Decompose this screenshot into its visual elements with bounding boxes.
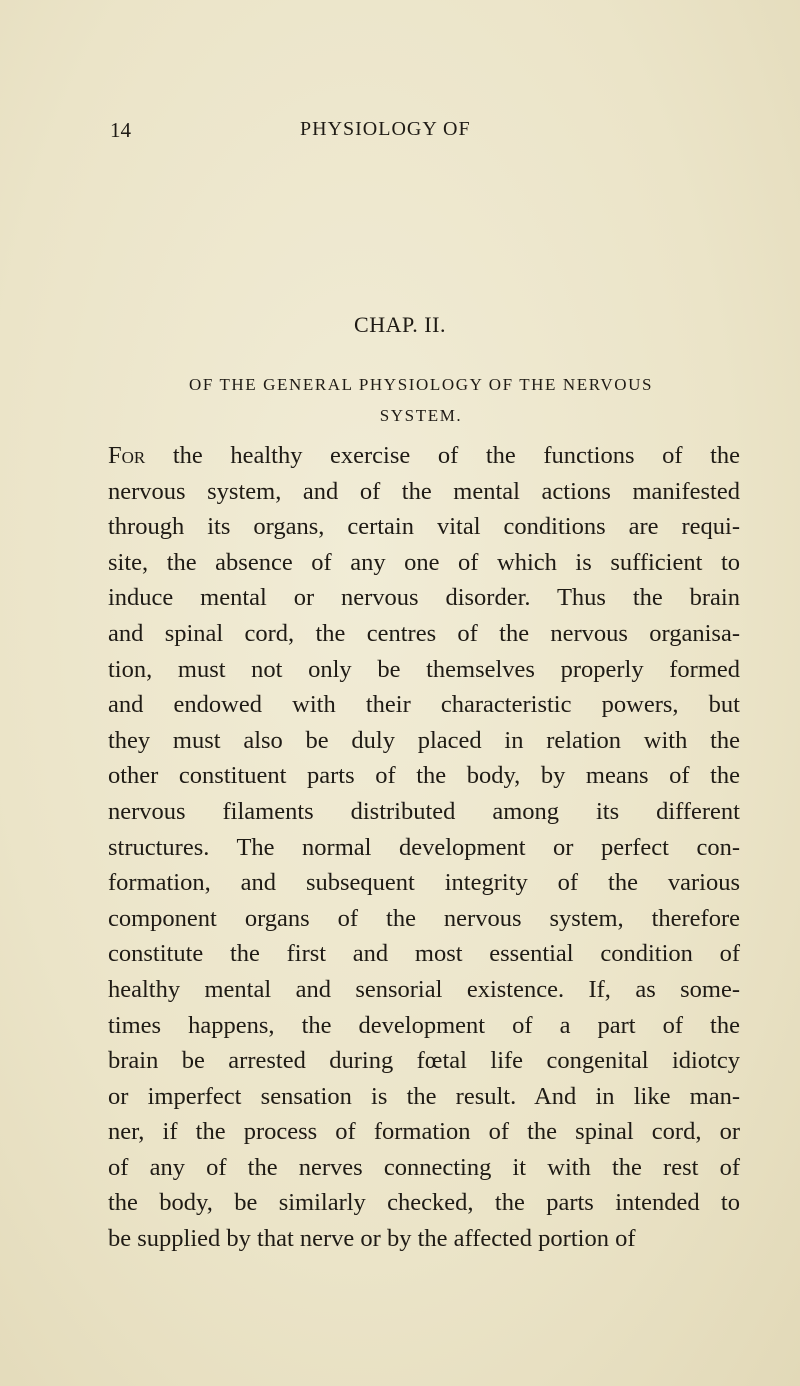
body-line: site, the absence of any one of which is sufficient to	[108, 548, 740, 576]
body-line: structures. The normal development or perfect con-	[108, 833, 740, 861]
body-line: brain be arrested during fœtal life congenital idiotcy	[108, 1047, 740, 1075]
body-line: constitute the first and most essential condition of	[108, 940, 740, 968]
running-head	[0, 118, 800, 148]
body-line: the body, be similarly checked, the parts intended to	[108, 1189, 740, 1217]
body-line: ner, if the process of formation of the spinal cord, or	[108, 1118, 740, 1146]
body-line-text: the healthy exercise of the functions of the	[145, 442, 740, 469]
body-line: tion, must not only be themselves properly formed	[108, 655, 740, 683]
body-line: they must also be duly placed in relation with the	[108, 726, 740, 754]
body-line: component organs of the nervous system, therefore	[108, 904, 740, 932]
body-line: times happens, the development of a part of the	[108, 1011, 740, 1039]
body-paragraph	[108, 438, 740, 1257]
chapter-heading: CHAP. II.	[354, 312, 446, 337]
page-number: 14	[110, 118, 131, 142]
body-line: healthy mental and sensorial existence. If, as some-	[108, 975, 740, 1003]
body-line: or imperfect sensation is the result. And in like man-	[108, 1082, 740, 1110]
body-line: nervous filaments distributed among its different	[108, 797, 740, 825]
body-line: formation, and subsequent integrity of the various	[108, 869, 740, 897]
body-line: of any of the nerves connecting it with the rest of	[108, 1153, 740, 1181]
body-line	[108, 438, 740, 474]
chapter-title-line-1: OF THE GENERAL PHYSIOLOGY OF THE NERVOUS	[188, 375, 654, 394]
body-line: other constituent parts of the body, by means of the	[108, 762, 740, 790]
body-line: induce mental or nervous disorder. Thus the brain	[108, 584, 740, 612]
body-line: and endowed with their characteristic powers, but	[108, 691, 740, 719]
body-line: through its organs, certain vital conditions are requi-	[108, 513, 740, 541]
chapter-title	[115, 369, 727, 431]
running-title: PHYSIOLOGY OF	[300, 118, 471, 140]
lead-word: For	[108, 442, 146, 469]
body-line: and spinal cord, the centres of the nervous organisa-	[108, 619, 740, 647]
body-line: be supplied by that nerve or by the affected portion of	[108, 1225, 636, 1253]
chapter-title-line-2: SYSTEM.	[379, 406, 463, 425]
body-line: nervous system, and of the mental actions manifested	[108, 477, 740, 505]
